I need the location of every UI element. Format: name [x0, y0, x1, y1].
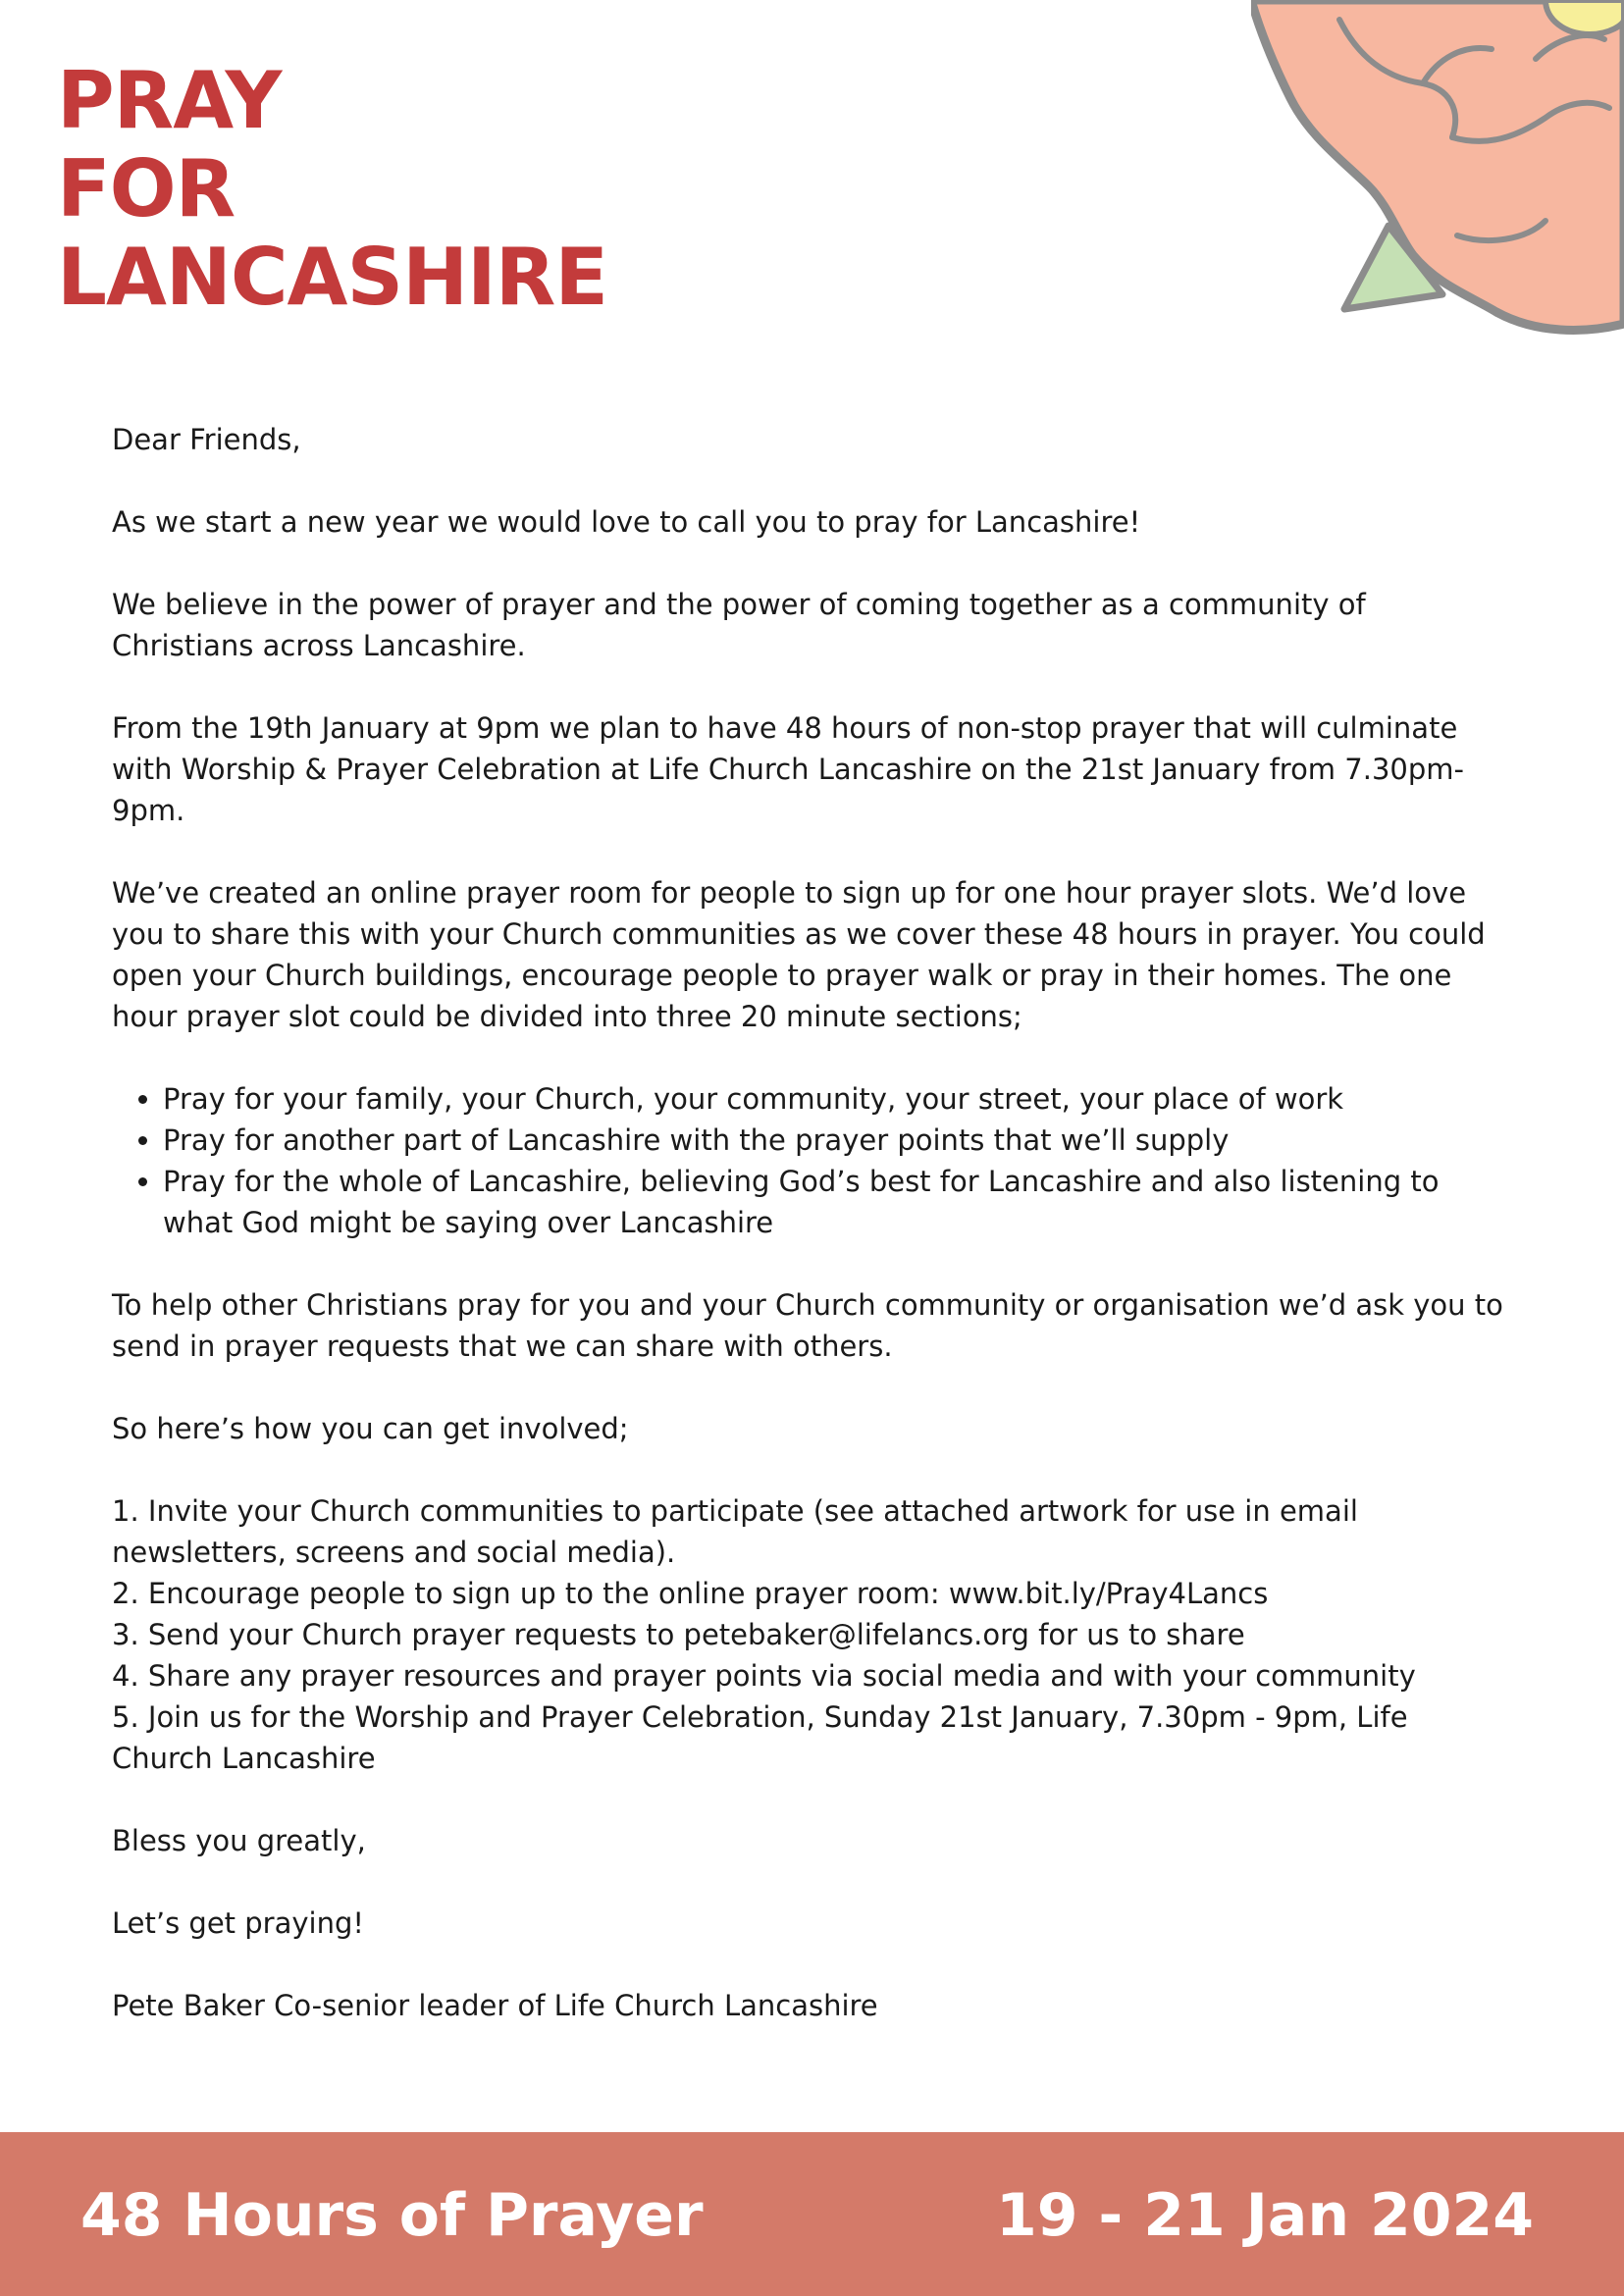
rose-flower-icon: [1251, 0, 1624, 339]
step-item: 3. Send your Church prayer requests to petebaker@lifelancs.org for us to share: [112, 1618, 1245, 1651]
title-line-for: FOR: [57, 143, 236, 235]
prayer-sections-list: [112, 1078, 1515, 1243]
list-item: • Pray for your family, your Church, your community, your street, your place of work: [163, 1078, 1515, 1120]
involved-intro: So here’s how you can get involved;: [112, 1412, 629, 1445]
closing: Bless you greatly,: [112, 1824, 366, 1857]
step-item: 5. Join us for the Worship and Prayer Celebration, Sunday 21st January, 7.30pm - 9pm, Life Church Lancashire: [112, 1700, 1408, 1775]
page-title: [57, 57, 607, 322]
step-item: 1. Invite your Church communities to participate (see attached artwork for use in email newsletters, screens and social media).: [112, 1494, 1358, 1569]
paragraph-prayer-room: We’ve created an online prayer room for people to sign up for one hour prayer slots. We’d love you to share this with your Church communities as we cover these 48 hours in prayer. You could open your Church buildings, encourage people to prayer walk or pray in their homes. The one hour prayer slot could be divided into three 20 minute sections;: [112, 876, 1486, 1033]
paragraph-schedule: From the 19th January at 9pm we plan to have 48 hours of non-stop prayer that will culminate with Worship & Prayer Celebration at Life Church Lancashire on the 21st January from 7.30pm-9pm.: [112, 711, 1464, 827]
footer-event-title: 48 Hours of Prayer: [80, 2181, 704, 2250]
involvement-steps: [112, 1490, 1515, 1779]
letter-body: [112, 419, 1515, 2067]
title-line-pray: PRAY: [57, 55, 282, 146]
signature: Pete Baker Co-senior leader of Life Church Lancashire: [112, 1989, 878, 2022]
step-item: 2. Encourage people to sign up to the online prayer room: www.bit.ly/Pray4Lancs: [112, 1577, 1269, 1610]
list-item: • Pray for the whole of Lancashire, believing God’s best for Lancashire and also listening to what God might be saying over Lancashire: [163, 1161, 1515, 1243]
footer-event-dates: 19 - 21 Jan 2024: [996, 2181, 1534, 2250]
list-item: • Pray for another part of Lancashire with the prayer points that we’ll supply: [163, 1120, 1515, 1161]
step-item: 4. Share any prayer resources and prayer points via social media and with your community: [112, 1659, 1416, 1693]
paragraph-belief: We believe in the power of prayer and the power of coming together as a community of Christians across Lancashire.: [112, 588, 1366, 662]
footer-banner: [0, 2132, 1624, 2296]
call-to-action: Let’s get praying!: [112, 1906, 364, 1940]
title-line-lancashire: LANCASHIRE: [57, 232, 608, 323]
paragraph-intro: As we start a new year we would love to call you to pray for Lancashire!: [112, 505, 1141, 539]
paragraph-requests: To help other Christians pray for you and your Church community or organisation we’d ask you to send in prayer requests that we can share with others.: [112, 1288, 1503, 1363]
greeting: Dear Friends,: [112, 423, 301, 456]
